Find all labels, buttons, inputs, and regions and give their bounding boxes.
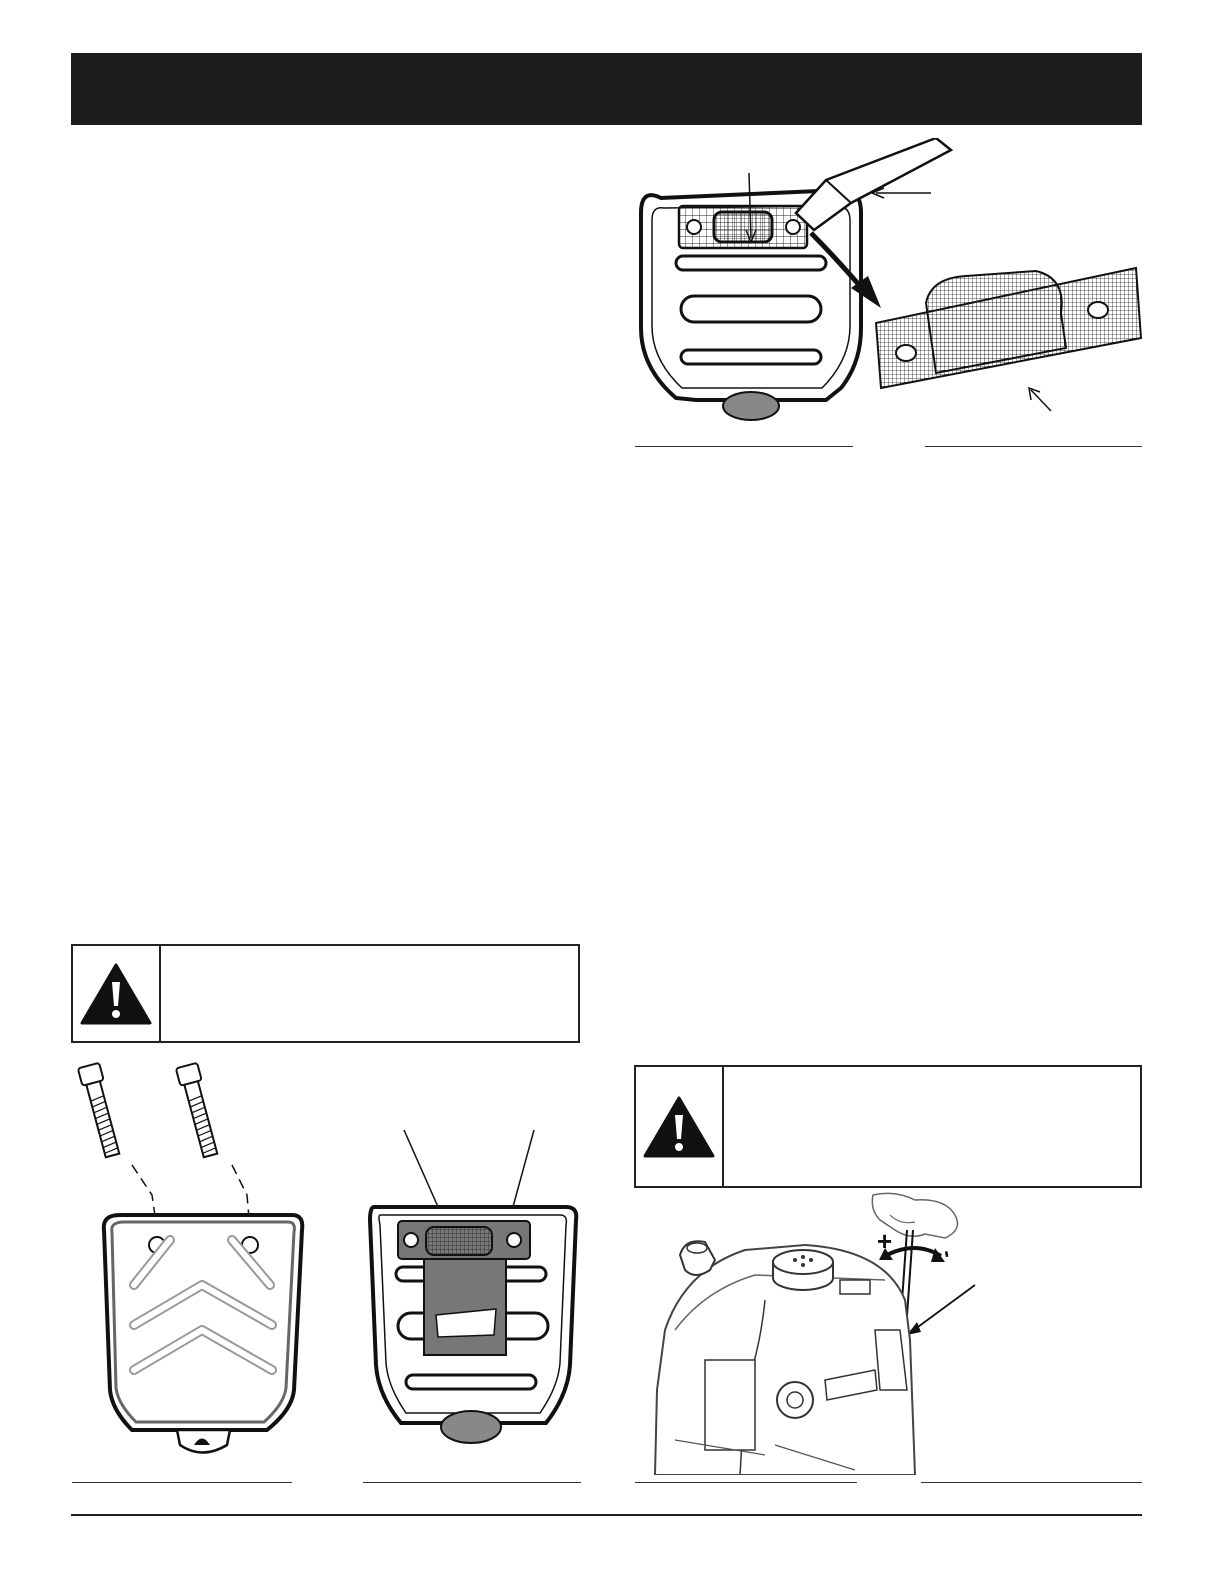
warning-box-left bbox=[71, 944, 580, 1043]
caption-rule-fig-a bbox=[635, 446, 853, 447]
muffler-cover-bolts-figure bbox=[72, 1060, 312, 1470]
footer-rule bbox=[71, 1514, 1142, 1516]
carburetor-adjustment-figure bbox=[645, 1190, 985, 1475]
muffler-spark-arrestor-location-illustration bbox=[356, 1125, 586, 1450]
caption-rule-fig-d bbox=[363, 1482, 581, 1483]
caption-rule-fig-f bbox=[921, 1482, 1142, 1483]
minus-symbol: - bbox=[935, 1247, 962, 1260]
spark-arrestor-screen-removal-illustration bbox=[636, 138, 1146, 428]
warning-icon-cell bbox=[73, 946, 161, 1041]
page-header-bar bbox=[71, 53, 1142, 125]
warning-triangle-icon bbox=[79, 962, 153, 1026]
muffler-cover-with-bolts-illustration bbox=[72, 1060, 312, 1470]
caption-rule-fig-e bbox=[635, 1482, 857, 1483]
spark-arrestor-removal-figure bbox=[636, 138, 1146, 428]
caption-rule-fig-c bbox=[72, 1482, 292, 1483]
warning-box-right bbox=[634, 1065, 1142, 1188]
plus-symbol: + bbox=[877, 1226, 893, 1256]
muffler-screen-location-figure bbox=[356, 1125, 586, 1450]
idle-speed-screw-adjustment-illustration bbox=[645, 1190, 985, 1475]
warning-triangle-icon bbox=[642, 1095, 716, 1159]
warning-icon-cell bbox=[636, 1067, 724, 1186]
caption-rule-fig-b bbox=[925, 446, 1142, 447]
